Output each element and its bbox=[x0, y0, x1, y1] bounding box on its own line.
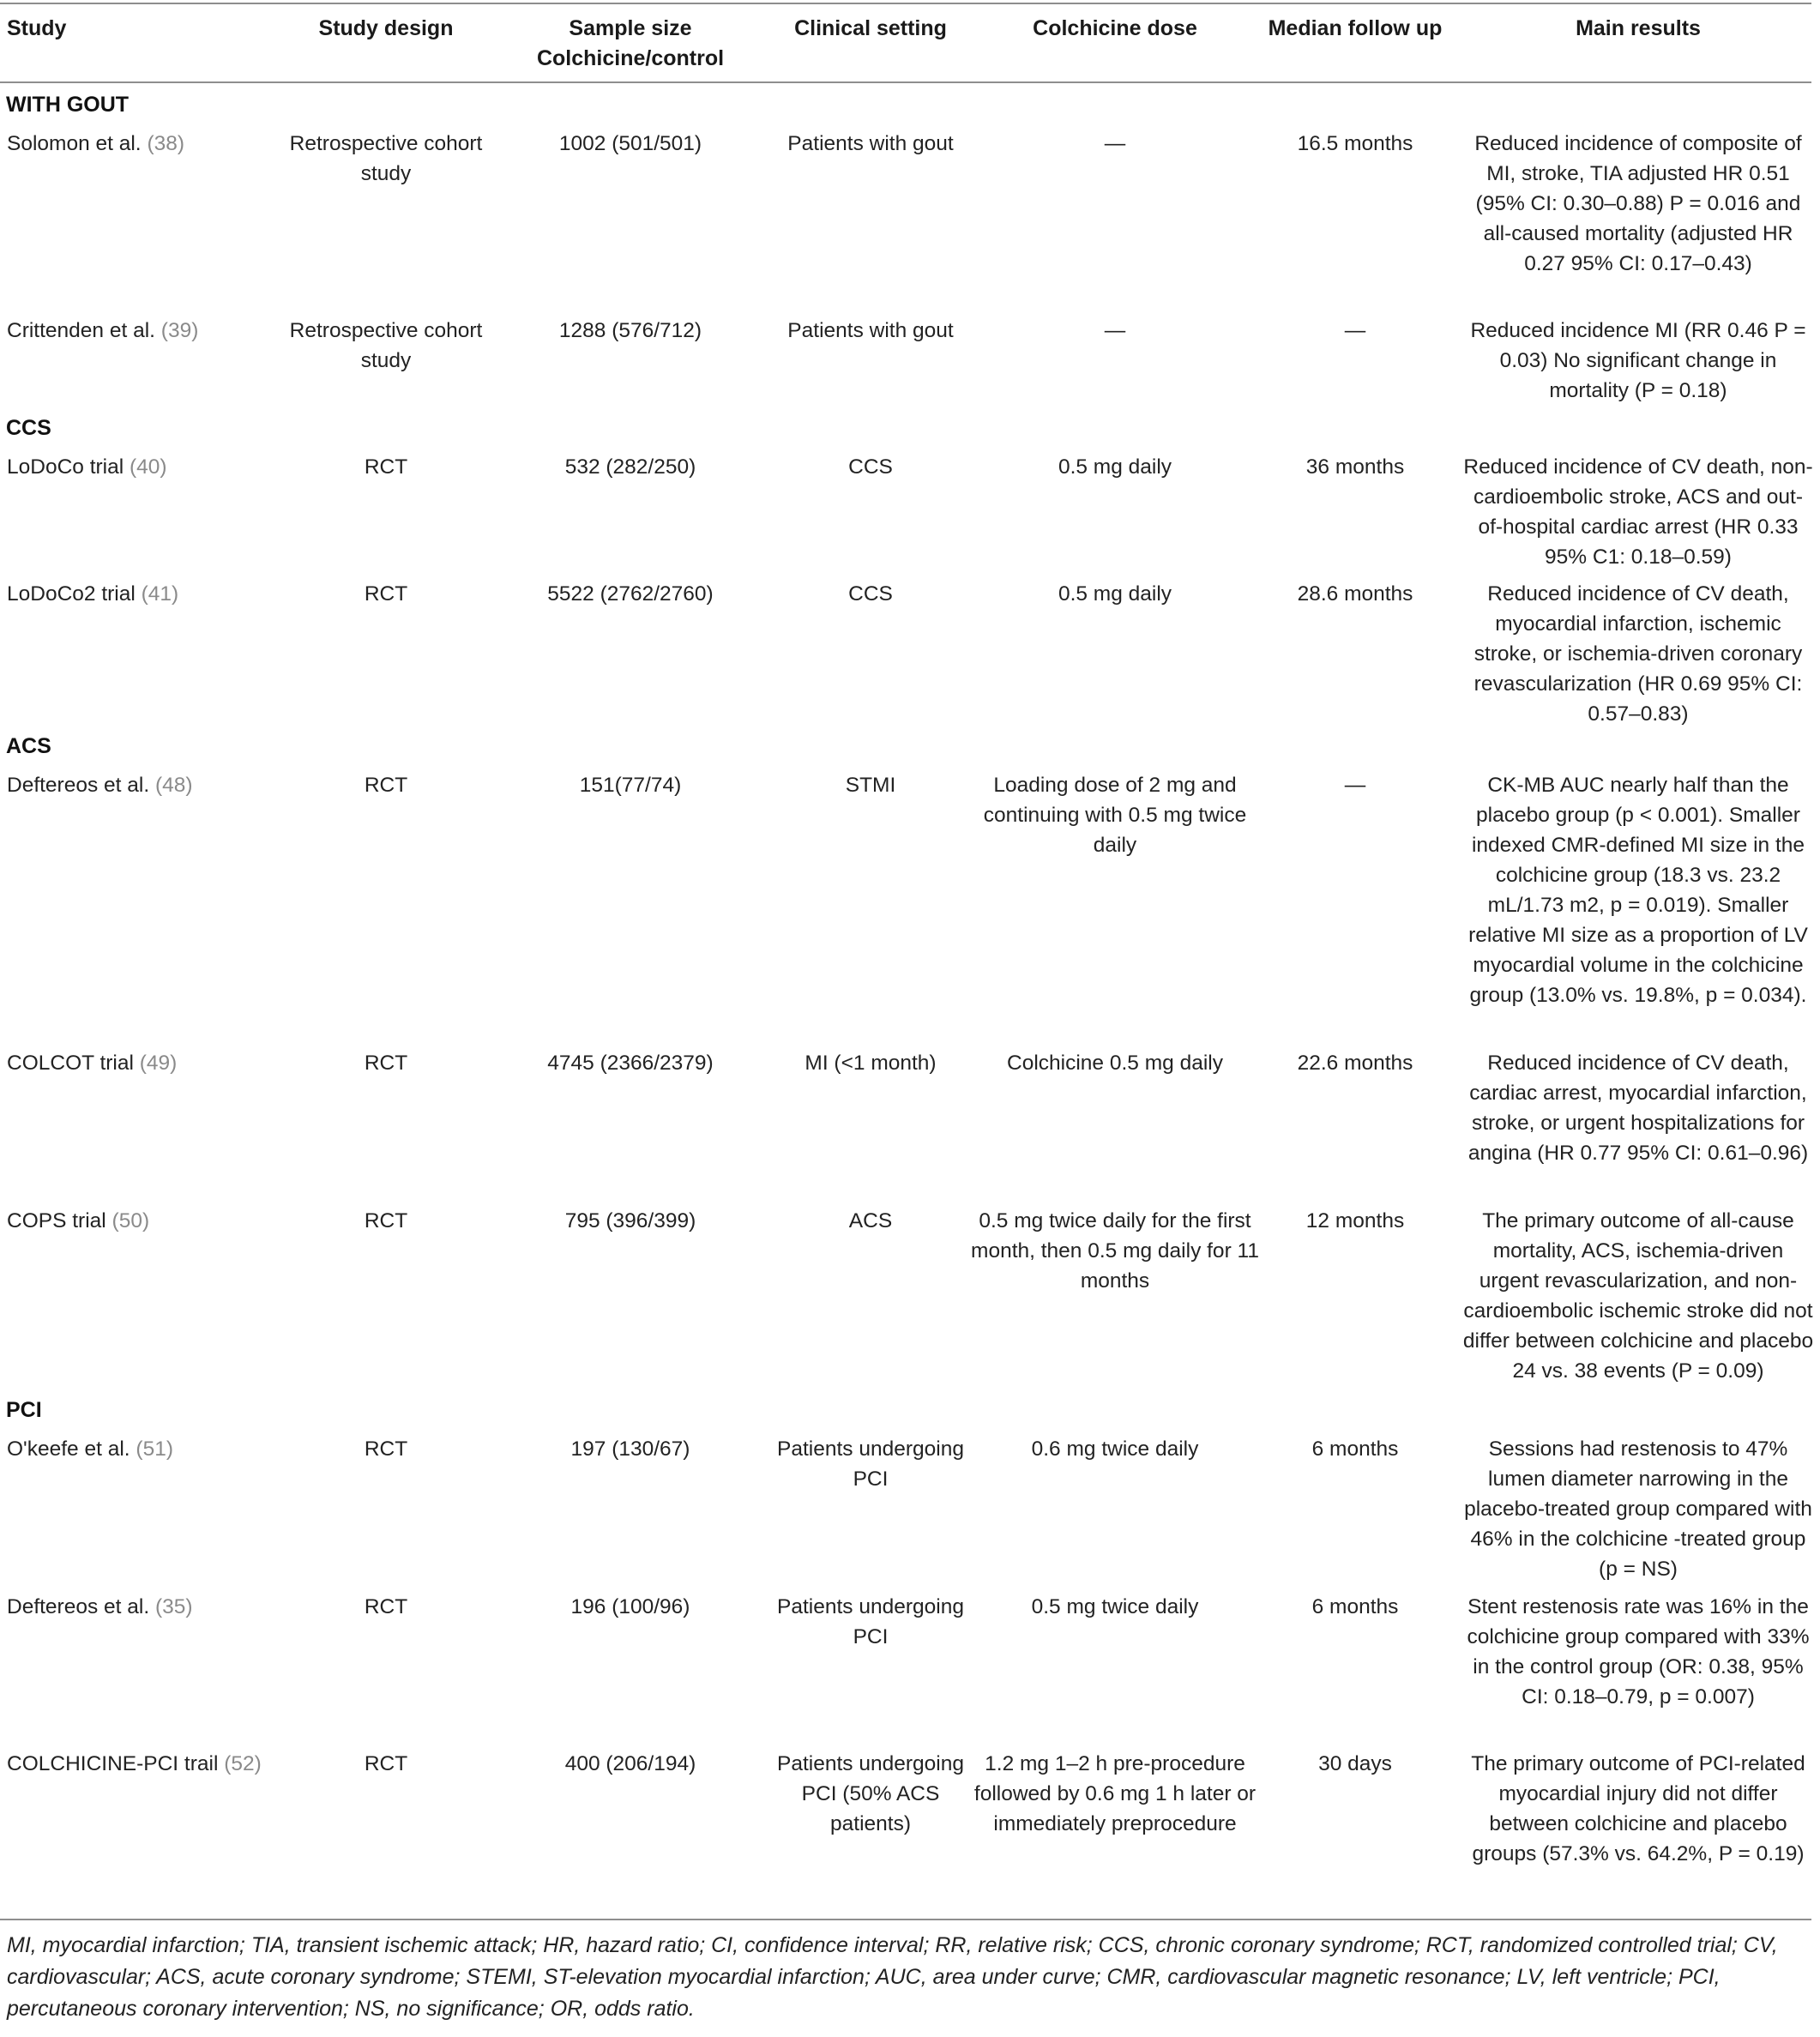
cell-dose: 0.5 mg twice daily for the first month, then 0.5 mg daily for 11 months bbox=[971, 1209, 1259, 1293]
cell-sample: 5522 (2762/2760) bbox=[547, 582, 714, 606]
cell-setting: Patients undergoing PCI bbox=[777, 1595, 964, 1648]
cell-dose: 0.5 mg daily bbox=[1058, 455, 1172, 479]
header-rule bbox=[0, 81, 1811, 83]
col-header-dose: Colchicine dose bbox=[1033, 16, 1197, 40]
section-heading: PCI bbox=[6, 1398, 42, 1422]
reference-link[interactable]: (51) bbox=[136, 1437, 173, 1461]
cell-follow: — bbox=[1344, 319, 1366, 342]
cell-setting: STMI bbox=[845, 774, 896, 797]
cell-study bbox=[7, 579, 281, 609]
cell-setting: Patients undergoing PCI (50% ACS patients) bbox=[777, 1752, 964, 1835]
cell-setting: Patients with gout bbox=[787, 132, 954, 155]
cell-setting: ACS bbox=[848, 1209, 893, 1232]
cell-dose: 0.6 mg twice daily bbox=[1031, 1437, 1199, 1461]
cell-setting: Patients with gout bbox=[787, 319, 954, 342]
cell-sample: 196 (100/96) bbox=[570, 1595, 690, 1618]
cell-follow: 6 months bbox=[1311, 1437, 1399, 1461]
cell-results: Reduced incidence of CV death, cardiac arrest, myocardial infarction, stroke, or urgent hospitalizations for angina (HR 0.77 95% CI: 0.61–0.96) bbox=[1467, 1052, 1809, 1165]
cell-results: The primary outcome of PCI-related myocardial injury did not differ between colchicine and placebo groups (57.3% vs. 64.2%, P = 0.19) bbox=[1471, 1752, 1805, 1865]
cell-results: Reduced incidence MI (RR 0.46 P = 0.03) No significant change in mortality (P = 0.18) bbox=[1470, 319, 1806, 402]
study-name: Deftereos et al. bbox=[7, 1595, 150, 1618]
cell-sample: 151(77/74) bbox=[579, 774, 682, 797]
cell-dose: — bbox=[1104, 132, 1126, 155]
cell-follow: 36 months bbox=[1305, 455, 1405, 479]
cell-design: Retrospective cohort study bbox=[289, 132, 483, 185]
cell-follow: 30 days bbox=[1318, 1752, 1392, 1775]
cell-sample: 4745 (2366/2379) bbox=[547, 1052, 714, 1075]
cell-design: Retrospective cohort study bbox=[289, 319, 483, 372]
reference-link[interactable]: (52) bbox=[224, 1752, 262, 1775]
reference-link[interactable]: (50) bbox=[111, 1209, 150, 1232]
cell-follow: 28.6 months bbox=[1297, 582, 1413, 606]
cell-results: Sessions had restenosis to 47% lumen diameter narrowing in the placebo-treated group compared with 46% in the colchicine -treated group (p = NS) bbox=[1464, 1437, 1812, 1581]
study-name: Crittenden et al. bbox=[7, 319, 155, 342]
cell-sample: 1002 (501/501) bbox=[558, 132, 702, 155]
section-heading: CCS bbox=[6, 416, 51, 440]
cell-study bbox=[7, 770, 281, 800]
study-name: LoDoCo trial bbox=[7, 455, 124, 479]
study-name: O'keefe et al. bbox=[7, 1437, 130, 1461]
cell-setting: MI (<1 month) bbox=[805, 1052, 937, 1075]
cell-results: Reduced incidence of CV death, myocardial infarction, ischemic stroke, or ischemia-driven coronary revascularization (HR 0.69 95% CI: 0.57–0.83) bbox=[1473, 582, 1803, 726]
cell-design: RCT bbox=[364, 774, 408, 797]
cell-design: RCT bbox=[364, 1595, 408, 1618]
cell-follow: — bbox=[1344, 774, 1366, 797]
cell-dose: — bbox=[1104, 319, 1126, 342]
cell-study bbox=[7, 316, 281, 346]
study-name: COLCOT trial bbox=[7, 1052, 134, 1075]
reference-link[interactable]: (41) bbox=[141, 582, 179, 606]
top-rule bbox=[0, 3, 1811, 4]
study-name: Solomon et al. bbox=[7, 132, 142, 155]
cell-dose: 0.5 mg twice daily bbox=[1031, 1595, 1199, 1618]
cell-study bbox=[7, 1048, 281, 1078]
reference-link[interactable]: (38) bbox=[147, 132, 185, 155]
cell-results: Reduced incidence of CV death, non-cardioembolic stroke, ACS and out-of-hospital cardiac arrest (HR 0.33 95% C1: 0.18–0.59) bbox=[1463, 455, 1813, 569]
cell-sample: 1288 (576/712) bbox=[558, 319, 702, 342]
col-header-study: Study bbox=[7, 16, 67, 40]
cell-setting: CCS bbox=[848, 582, 893, 606]
col-header-sample: Sample size Colchicine/control bbox=[536, 16, 725, 70]
col-header-results: Main results bbox=[1576, 16, 1701, 40]
cell-dose: 0.5 mg daily bbox=[1058, 582, 1172, 606]
study-name: LoDoCo2 trial bbox=[7, 582, 136, 606]
study-name: COLCHICINE-PCI trail bbox=[7, 1752, 219, 1775]
cell-study bbox=[7, 1749, 281, 1779]
col-header-follow: Median follow up bbox=[1268, 16, 1443, 40]
cell-sample: 197 (130/67) bbox=[570, 1437, 690, 1461]
cell-study bbox=[7, 452, 281, 482]
cell-follow: 6 months bbox=[1311, 1595, 1399, 1618]
section-heading: ACS bbox=[6, 734, 51, 758]
reference-link[interactable]: (40) bbox=[130, 455, 167, 479]
cell-study bbox=[7, 1206, 281, 1236]
cell-sample: 795 (396/399) bbox=[564, 1209, 696, 1232]
cell-results: Reduced incidence of composite of MI, stroke, TIA adjusted HR 0.51 (95% CI: 0.30–0.88) P = 0.016 and all-caused mortality (adjusted HR 0.27 95% CI: 0.17–0.43) bbox=[1474, 132, 1802, 275]
cell-follow: 22.6 months bbox=[1297, 1052, 1413, 1075]
cell-design: RCT bbox=[364, 1437, 408, 1461]
section-heading: WITH GOUT bbox=[6, 93, 130, 117]
cell-study bbox=[7, 1434, 281, 1464]
cell-setting: CCS bbox=[848, 455, 893, 479]
cell-design: RCT bbox=[364, 1752, 408, 1775]
reference-link[interactable]: (48) bbox=[154, 774, 193, 797]
cell-results: CK-MB AUC nearly half than the placebo group (p < 0.001). Smaller indexed CMR-defined MI size in the colchicine group (18.3 vs. 23.2 mL/1.73 m2, p = 0.019). Smaller relative MI size as a proportion of LV myocardial volume in the colchicine group (13.0% vs. 19.8%, p = 0.034). bbox=[1468, 774, 1808, 1007]
cell-sample: 532 (282/250) bbox=[564, 455, 696, 479]
cell-study bbox=[7, 1592, 281, 1622]
cell-design: RCT bbox=[364, 455, 408, 479]
cell-study bbox=[7, 129, 281, 159]
cell-design: RCT bbox=[364, 582, 408, 606]
cell-sample: 400 (206/194) bbox=[564, 1752, 696, 1775]
col-header-design: Study design bbox=[318, 16, 454, 40]
cell-dose: Colchicine 0.5 mg daily bbox=[1007, 1052, 1223, 1075]
reference-link[interactable]: (49) bbox=[139, 1052, 178, 1075]
reference-link[interactable]: (35) bbox=[154, 1595, 193, 1618]
cell-design: RCT bbox=[364, 1209, 408, 1232]
cell-dose: Loading dose of 2 mg and continuing with 0.5 mg twice daily bbox=[983, 774, 1247, 857]
bottom-rule bbox=[0, 1919, 1811, 1920]
study-name: Deftereos et al. bbox=[7, 774, 150, 797]
table-footnote: MI, myocardial infarction; TIA, transient ischemic attack; HR, hazard ratio; CI, confidence interval; RR, relative risk; CCS, chronic coronary syndrome; RCT, randomized controlled trial; CV, cardiovascular; ACS, acute coronary syndrome; STEMI, ST-elevation myocardial infarction; AUC, area under curve; CMR, cardiovascular magnetic resonance; LV, left ventricle; PCI, percutaneous coronary intervention; NS, no significance; OR, odds ratio. bbox=[7, 1933, 1778, 2021]
cell-follow: 12 months bbox=[1305, 1209, 1405, 1232]
cell-design: RCT bbox=[364, 1052, 408, 1075]
reference-link[interactable]: (39) bbox=[160, 319, 199, 342]
study-name: COPS trial bbox=[7, 1209, 106, 1232]
col-header-setting: Clinical setting bbox=[794, 16, 947, 40]
cell-dose: 1.2 mg 1–2 h pre-procedure followed by 0.6 mg 1 h later or immediately preprocedure bbox=[973, 1752, 1257, 1835]
cell-setting: Patients undergoing PCI bbox=[777, 1437, 964, 1491]
cell-results: The primary outcome of all-cause mortality, ACS, ischemia-driven urgent revascularization, and non-cardioembolic ischemic stroke did not differ between colchicine and placebo 24 vs. 38 events (P = 0.09) bbox=[1462, 1209, 1814, 1383]
cell-follow: 16.5 months bbox=[1297, 132, 1413, 155]
cell-results: Stent restenosis rate was 16% in the colchicine group compared with 33% in the control group (OR: 0.38, 95% CI: 0.18–0.79, p = 0.007) bbox=[1467, 1595, 1810, 1709]
